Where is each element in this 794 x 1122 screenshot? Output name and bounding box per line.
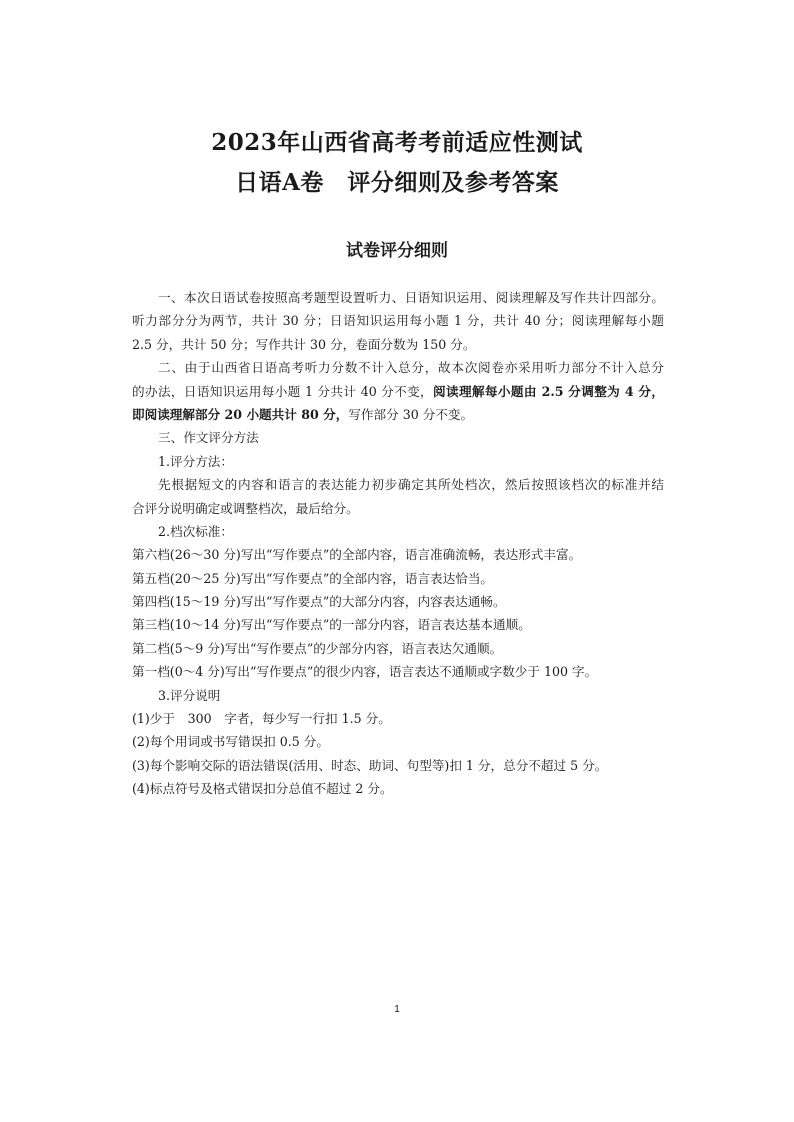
paragraph-2-line-2-normal: 的办法，日语知识运用每小题 1 分共计 40 分不变， <box>132 383 434 399</box>
essay-scoring-heading: 三、作文评分方法 <box>158 430 259 446</box>
document-title: 2023年山西省高考考前适应性测试 <box>211 129 583 156</box>
section-title: 试卷评分细则 <box>346 241 448 261</box>
grade-standard-heading: 2.档次标准： <box>158 523 233 539</box>
grade-level-1: 第一档(0～4 分)写出“写作要点”的很少内容，语言表达不通顺或字数少于 100 字。 <box>132 664 598 680</box>
scoring-method-line-2: 合评分说明确定或调整档次，最后给分。 <box>132 500 359 516</box>
paragraph-2-line-1: 二、由于山西省日语高考听力分数不计入总分，故本次阅卷亦采用听力部分不计入总分 <box>158 360 664 376</box>
paragraph-1-line-1: 一、本次日语试卷按照高考题型设置听力、日语知识运用、阅读理解及写作共计四部分。 <box>158 290 664 305</box>
paragraph-1-line-2: 听力部分分为两节，共计 30 分；日语知识运用每小题 1 分，共计 40 分；阅读理解每小题 <box>132 313 664 329</box>
paragraph-2-line-2-bold: 阅读理解每小题由 2.5 分调整为 4 分， <box>433 383 664 399</box>
document-subtitle: 日语A卷 评分细则及参考答案 <box>235 169 559 196</box>
paragraph-1-line-3: 2.5 分，共计 50 分；写作共计 30 分，卷面分数为 150 分。 <box>132 336 476 352</box>
scoring-note-4: (4)标点符号及格式错误扣分总值不超过 2 分。 <box>132 781 393 797</box>
scoring-notes-heading: 3.评分说明 <box>158 687 221 703</box>
scoring-note-1: (1)少于 300 字者，每少写一行扣 1.5 分。 <box>132 711 391 727</box>
grade-level-4: 第四档(15～19 分)写出“写作要点”的大部分内容，内容表达通畅。 <box>132 594 506 610</box>
paragraph-2-line-3 <box>132 403 664 426</box>
page-number: 1 <box>394 1004 400 1015</box>
document-body <box>132 286 664 801</box>
grade-level-2: 第二档(5～9 分)写出“写作要点”的少部分内容，语言表达欠通顺。 <box>132 640 503 656</box>
scoring-note-3: (3)每个影响交际的语法错误(活用、时态、助词、句型等)扣 1 分，总分不超过 5 分。 <box>132 757 608 773</box>
grade-level-6: 第六档(26～30 分)写出“写作要点”的全部内容，语言准确流畅，表达形式丰富。 <box>132 547 582 563</box>
grade-level-5: 第五档(20～25 分)写出“写作要点”的全部内容，语言表达恰当。 <box>132 570 494 586</box>
scoring-method-heading: 1.评分方法： <box>158 453 233 469</box>
scoring-note-2: (2)每个用词或书写错误扣 0.5 分。 <box>132 734 329 750</box>
paragraph-2-line-3-bold: 即阅读理解部分 20 小题共计 80 分， <box>132 406 349 422</box>
grade-level-3: 第三档(10～14 分)写出“写作要点”的一部分内容，语言表达基本通顺。 <box>132 617 531 633</box>
scoring-method-line-1: 先根据短文的内容和语言的表达能力初步确定其所处档次，然后按照该档次的标准并结 <box>158 477 664 493</box>
paragraph-2-line-2 <box>132 380 664 403</box>
paragraph-2-line-3-normal: 写作部分 30 分不变。 <box>348 406 474 422</box>
